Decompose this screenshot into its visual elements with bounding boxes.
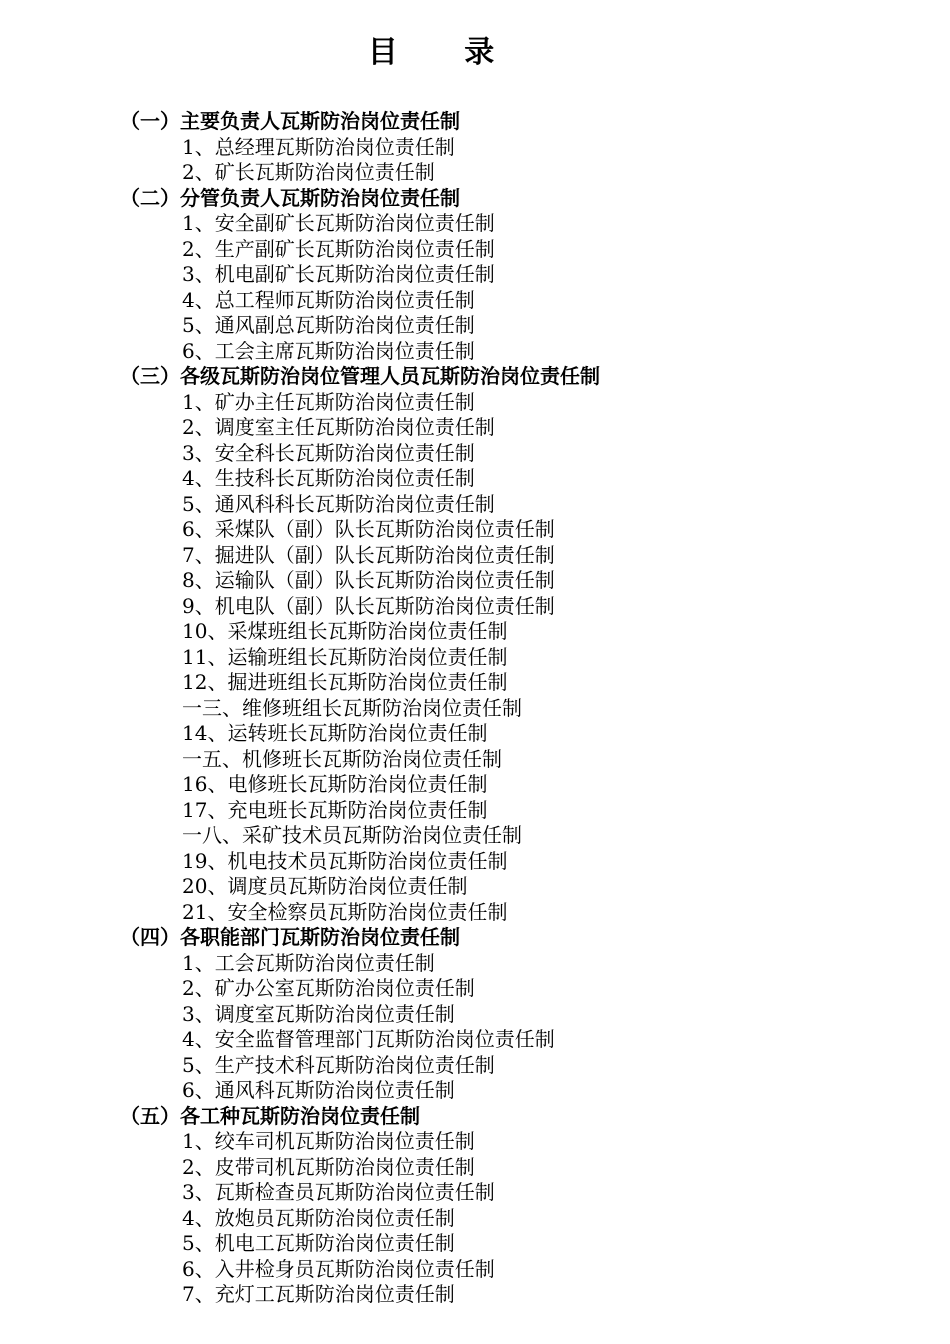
toc-entry: 一五、机修班长瓦斯防治岗位责任制: [182, 746, 502, 771]
toc-section-heading: （二）分管负责人瓦斯防治岗位责任制: [120, 185, 460, 210]
toc-entry: 11、运输班组长瓦斯防治岗位责任制: [182, 644, 508, 669]
toc-entry: 16、电修班长瓦斯防治岗位责任制: [182, 772, 488, 796]
toc-entry: 2、生产副矿长瓦斯防治岗位责任制: [182, 236, 495, 261]
toc-entry: 6、通风科瓦斯防治岗位责任制: [182, 1078, 455, 1102]
toc-section-heading: （三）各级瓦斯防治岗位管理人员瓦斯防治岗位责任制: [120, 364, 600, 388]
toc-entry: 一八、采矿技术员瓦斯防治岗位责任制: [182, 823, 522, 847]
toc-entry: 8、运输队（副）队长瓦斯防治岗位责任制: [182, 568, 555, 592]
toc-entry: 12、掘进班组长瓦斯防治岗位责任制: [182, 670, 508, 694]
toc-section-heading: （四）各职能部门瓦斯防治岗位责任制: [120, 925, 460, 949]
toc-entry: 4、放炮员瓦斯防治岗位责任制: [182, 1205, 455, 1230]
toc-entry: 5、生产技术科瓦斯防治岗位责任制: [182, 1052, 495, 1077]
page-title: 目 录: [367, 35, 523, 70]
toc-entry: 7、充灯工瓦斯防治岗位责任制: [182, 1282, 455, 1306]
toc-entry: 2、矿办公室瓦斯防治岗位责任制: [182, 976, 475, 1000]
toc-entry: 3、瓦斯检查员瓦斯防治岗位责任制: [182, 1180, 495, 1204]
toc-entry: 1、矿办主任瓦斯防治岗位责任制: [182, 389, 475, 414]
toc-entry: 1、工会瓦斯防治岗位责任制: [182, 950, 435, 975]
toc-entry: 21、安全检察员瓦斯防治岗位责任制: [182, 899, 508, 924]
toc-entry: 6、工会主席瓦斯防治岗位责任制: [182, 338, 475, 363]
toc-entry: 7、掘进队（副）队长瓦斯防治岗位责任制: [182, 542, 555, 567]
toc-entry: 6、采煤队（副）队长瓦斯防治岗位责任制: [182, 517, 555, 541]
toc-entry: 2、矿长瓦斯防治岗位责任制: [182, 160, 435, 184]
toc-entry: 3、安全科长瓦斯防治岗位责任制: [182, 440, 475, 465]
toc-section-heading: （一）主要负责人瓦斯防治岗位责任制: [120, 109, 460, 133]
toc-entry: 5、通风科科长瓦斯防治岗位责任制: [182, 491, 495, 516]
toc-entry: 14、运转班长瓦斯防治岗位责任制: [182, 721, 488, 745]
toc-entry: 9、机电队（副）队长瓦斯防治岗位责任制: [182, 593, 555, 618]
toc-entry: 2、皮带司机瓦斯防治岗位责任制: [182, 1154, 475, 1179]
toc-entry: 17、充电班长瓦斯防治岗位责任制: [182, 797, 488, 822]
table-of-contents: [120, 109, 900, 1308]
toc-entry: 4、总工程师瓦斯防治岗位责任制: [182, 287, 475, 312]
toc-entry: 6、入井检身员瓦斯防治岗位责任制: [182, 1256, 495, 1281]
toc-entry: 3、机电副矿长瓦斯防治岗位责任制: [182, 262, 495, 286]
toc-entry: 3、调度室瓦斯防治岗位责任制: [182, 1001, 455, 1026]
toc-entry: 5、机电工瓦斯防治岗位责任制: [182, 1231, 455, 1255]
toc-entry: 4、安全监督管理部门瓦斯防治岗位责任制: [182, 1027, 555, 1051]
toc-entry: 4、生技科长瓦斯防治岗位责任制: [182, 466, 475, 490]
toc-entry: 1、总经理瓦斯防治岗位责任制: [182, 134, 455, 159]
toc-entry: 1、绞车司机瓦斯防治岗位责任制: [182, 1129, 475, 1153]
toc-entry: 19、机电技术员瓦斯防治岗位责任制: [182, 848, 508, 873]
toc-entry: 一三、维修班组长瓦斯防治岗位责任制: [182, 695, 522, 720]
toc-entry: 1、安全副矿长瓦斯防治岗位责任制: [182, 211, 495, 235]
toc-entry: 5、通风副总瓦斯防治岗位责任制: [182, 313, 475, 337]
toc-entry: 2、调度室主任瓦斯防治岗位责任制: [182, 415, 495, 439]
toc-entry: 10、采煤班组长瓦斯防治岗位责任制: [182, 619, 508, 643]
toc-entry: 20、调度员瓦斯防治岗位责任制: [182, 874, 468, 898]
toc-section-heading: （五）各工种瓦斯防治岗位责任制: [120, 1103, 420, 1128]
